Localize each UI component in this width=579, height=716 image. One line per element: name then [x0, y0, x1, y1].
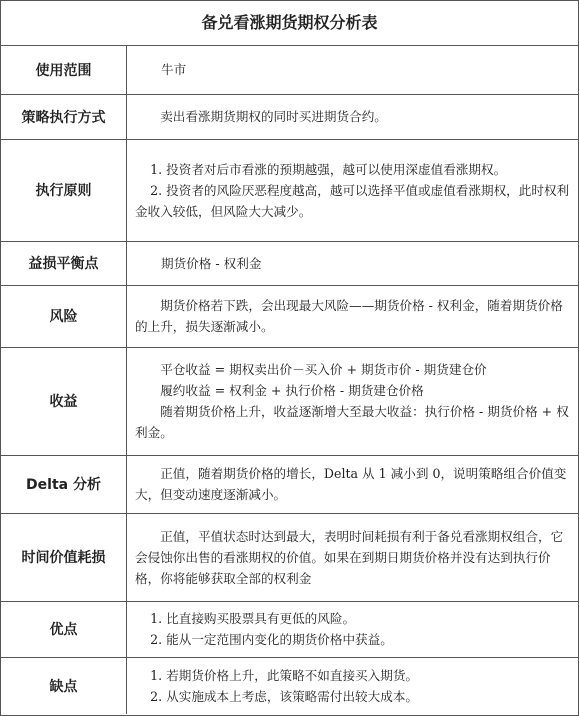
content-line: 期货价格若下跌，会出现最大风险——期货价格 - 权利金，随着期货价格的上升，损失逐渐减小。	[135, 298, 563, 334]
row-label: 优点	[1, 601, 127, 657]
row-label: 时间价值耗损	[1, 513, 127, 601]
content-line: 卖出看涨期货期权的同时买进期货合约。	[160, 109, 387, 124]
row-label: Delta 分析	[1, 455, 127, 513]
content-line: 平仓收益 = 期权卖出价－买入价 + 期货市价 - 期货建仓价	[160, 362, 487, 377]
table-row	[1, 285, 578, 347]
content-line: 履约收益 = 权利金 + 执行价格 - 期货建仓价格	[160, 383, 424, 398]
row-label: 执行原则	[1, 139, 127, 241]
content-line: 随着期货价格上升，收益逐渐增大至最大收益：执行价格 - 期货价格 + 权利金。	[135, 404, 569, 440]
table-row	[1, 46, 578, 94]
table-row	[1, 455, 578, 513]
content-line: 1. 投资者对后市看涨的预期越强，越可以使用深虚值看涨期权。	[150, 161, 507, 177]
row-label: 风险	[1, 285, 127, 347]
row-content	[127, 657, 579, 714]
content-line: 正值，平值状态时达到最大，表明时间耗损有利于备兑看涨期权组合，它会侵蚀你出售的看涨期权的价值。如果在到期日期货价格并没有达到执行价格，你将能够获取全部的权利金	[135, 528, 564, 586]
content-line: 正值，随着期货价格的增长，Delta 从 1 减小到 0，说明策略组合价值变大，但变动速度逐渐减小。	[135, 466, 567, 502]
row-content	[127, 94, 579, 139]
row-content	[127, 513, 579, 601]
row-content	[127, 601, 579, 657]
table-row	[1, 513, 578, 601]
table-title: 备兑看涨期货期权分析表	[1, 1, 578, 46]
content-line: 2. 能从一定范围内变化的期货价格中获益。	[150, 632, 393, 647]
table-body	[1, 46, 578, 714]
row-label: 策略执行方式	[1, 94, 127, 139]
content-line: 2. 从实施成本上考虑，该策略需付出较大成本。	[150, 688, 419, 704]
table-row	[1, 347, 578, 455]
row-label: 使用范围	[1, 46, 127, 94]
row-content	[127, 455, 579, 513]
row-content	[127, 46, 579, 94]
table-row	[1, 657, 578, 714]
row-label: 缺点	[1, 657, 127, 714]
content-line: 1. 比直接购买股票具有更低的风险。	[150, 611, 356, 626]
content-line: 1. 若期货价格上升，此策略不如直接买入期货。	[150, 667, 419, 683]
table-row	[1, 601, 578, 657]
row-label: 收益	[1, 347, 127, 455]
content-line: 期货价格 - 权利金	[161, 255, 262, 271]
row-content	[127, 139, 579, 241]
row-content	[127, 285, 579, 347]
table-row	[1, 94, 578, 139]
row-content	[127, 347, 579, 455]
row-label: 益损平衡点	[1, 241, 127, 285]
content-line: 牛市	[161, 62, 187, 78]
content-line: 2. 投资者的风险厌恶程度越高，越可以选择平值或虚值看涨期权，此时权利金收入较低，但风险大大减少。	[135, 182, 570, 219]
row-content	[127, 241, 579, 285]
table-row	[1, 139, 578, 241]
table-row	[1, 241, 578, 285]
